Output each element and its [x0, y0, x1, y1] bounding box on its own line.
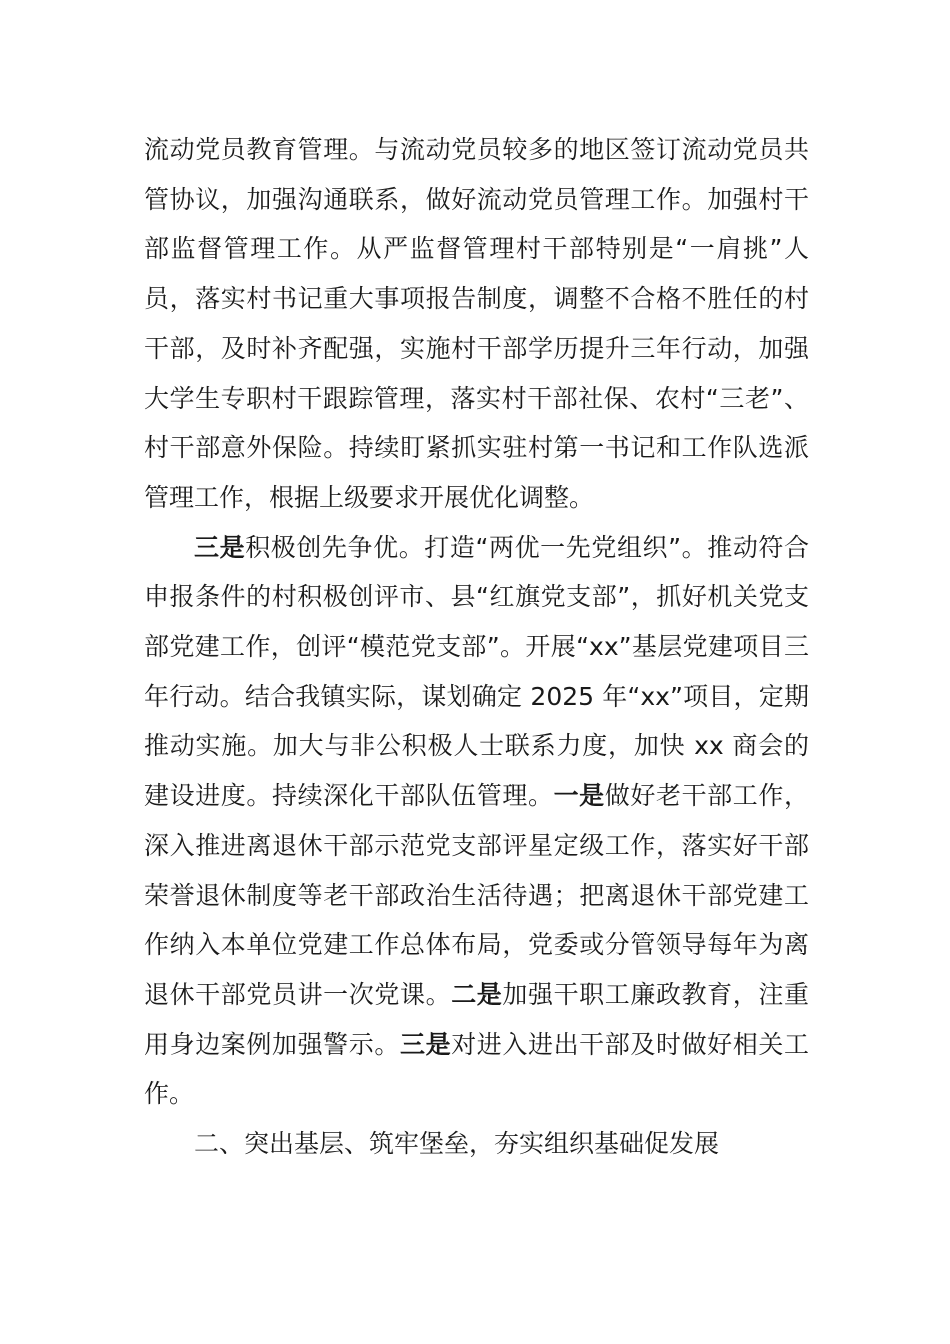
- paragraph-three-shi: [144, 523, 809, 1119]
- bold-san-shi: 三是: [399, 1029, 452, 1059]
- paragraph-text: 流动党员教育管理。与流动党员较多的地区签订流动党员共管协议，加强沟通联系，做好流动党员管理工作。加强村干部监督管理工作。从严监督管理村干部特别是“一肩挑”人员，落实村书记重大事项报告制度，调整不合格不胜任的村干部，及时补齐配强，实施村干部学历提升三年行动，加强大学生专职村干跟踪管理，落实村干部社保、农村“三老”、村干部意外保险。持续盯紧抓实驻村第一书记和工作队选派管理工作，根据上级要求开展优化调整。: [144, 135, 809, 512]
- paragraph-continuation: [144, 125, 809, 523]
- paragraph-text: 对进入进出干部及时做好相关工作。: [144, 1029, 809, 1109]
- paragraph-text: 积极创先争优。打造“两优一先党组织”。推动符合申报条件的村积极创评市、县“红旗党支部”，抓好机关党支部党建工作，创评“模范党支部”。开展“xx”基层党建项目三年行动。结合我镇实际，谋划确定 2025 年“xx”项目，定期推动实施。加大与非公积极人士联系力度，加快 xx 商会的建设进度。持续深化干部队伍管理。: [144, 532, 809, 811]
- section-heading: 二、突出基层、筑牢堡垒，夯实组织基础促发展: [194, 1129, 720, 1159]
- bold-er-shi: 二是: [451, 979, 503, 1009]
- paragraph-text: 加强干职工廉政教育，注重用身边案例加强警示。: [144, 979, 809, 1059]
- bold-yi-shi: 一是: [553, 781, 605, 811]
- paragraph-text: 做好老干部工作，深入推进离退休干部示范党支部评星定级工作，落实好干部荣誉退休制度等老干部政治生活待遇；把离退休干部党建工作纳入本单位党建工作总体布局，党委或分管领导每年为离退休干部党员讲一次党课。: [144, 781, 809, 1009]
- bold-lead-san-shi: 三是: [194, 532, 246, 562]
- document-body: [144, 125, 809, 1169]
